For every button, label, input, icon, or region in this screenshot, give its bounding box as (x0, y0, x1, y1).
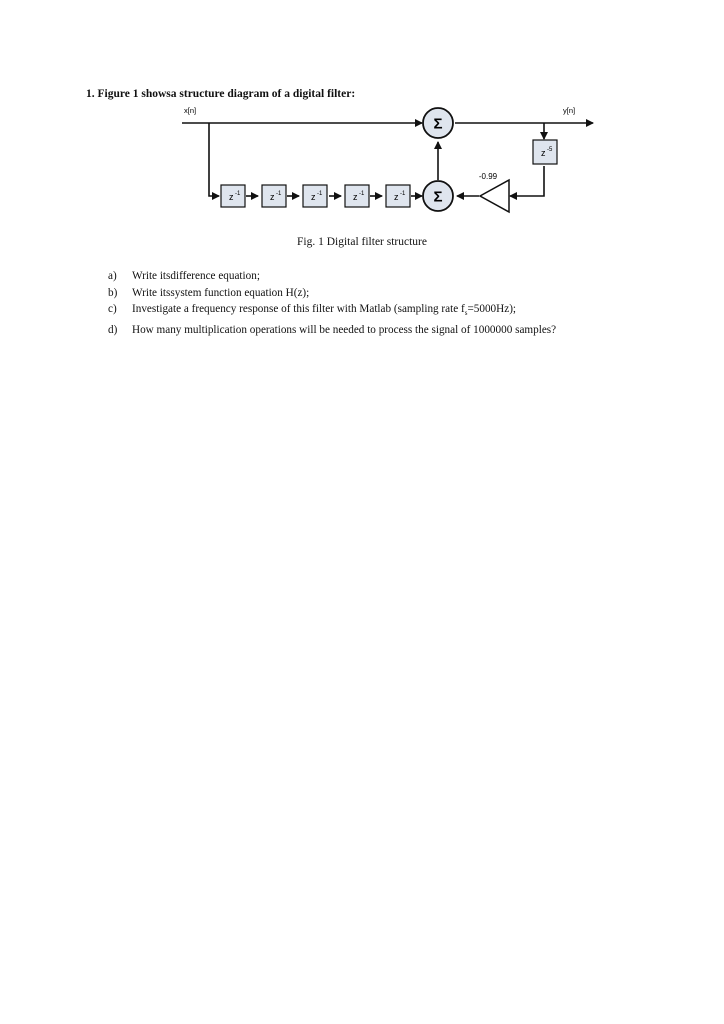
delay-base: z (270, 192, 275, 202)
delay-base: z (353, 192, 358, 202)
task-item (108, 322, 608, 339)
top-adder (423, 108, 453, 138)
gain-block (480, 180, 509, 212)
filter-diagram (0, 0, 724, 240)
task-label: c) (108, 303, 117, 315)
sigma-symbol: Σ (433, 188, 443, 206)
delay-exp: -1 (235, 191, 241, 197)
sigma-symbol: Σ (433, 115, 443, 133)
task-label: b) (108, 286, 118, 299)
figure-caption: Fig. 1 Digital filter structure (297, 236, 427, 248)
delay-base: z (394, 192, 399, 202)
delay-block (221, 185, 245, 207)
delay-exp: -1 (317, 191, 323, 197)
feedback-delay-block (533, 140, 557, 164)
delay-base: z (311, 192, 316, 202)
feedback-delay-exp: -5 (547, 147, 553, 153)
task-item (108, 268, 608, 285)
delay-exp: -1 (400, 191, 406, 197)
delay-exp: -1 (359, 191, 365, 197)
feedback-line (510, 166, 544, 196)
task-text: Investigate a frequency response of this filter with Matlab (sampling rate $f_s=5000Hz$); (132, 303, 517, 318)
task-item (108, 285, 608, 302)
task-list (108, 268, 608, 338)
question-number: 1. (86, 88, 95, 100)
task-label: a) (108, 270, 117, 282)
bottom-adder (423, 181, 453, 211)
task-item (108, 301, 608, 322)
branch-line (209, 123, 219, 196)
delay-block (262, 185, 286, 207)
delay-block (345, 185, 369, 207)
delay-exp: -1 (276, 191, 282, 197)
feedback-delay-base: z (541, 148, 546, 158)
output-label: y[n] (563, 106, 576, 115)
task-text: Write itssystem function equation H(z); (132, 286, 310, 299)
input-label: x[n] (184, 106, 197, 115)
task-text: Write itsdifference equation; (132, 270, 260, 282)
task-label: d) (108, 323, 118, 336)
question-text: Figure 1 showsa structure diagram of a digital filter: (97, 88, 356, 100)
task-text: How many multiplication operations will be needed to process the signal of 1000000 samples? (132, 323, 557, 336)
gain-label: -0.99 (478, 172, 498, 181)
delay-base: z (229, 192, 234, 202)
delay-block (386, 185, 410, 207)
delay-block (303, 185, 327, 207)
